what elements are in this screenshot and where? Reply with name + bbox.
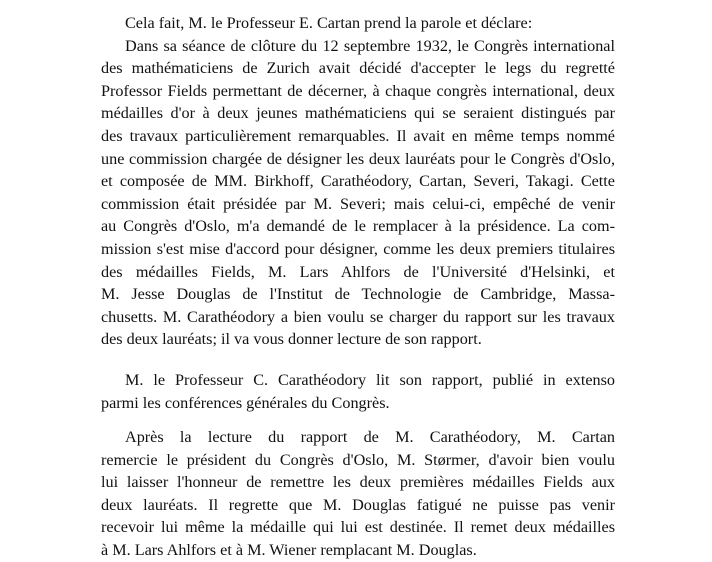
text-line: parmi les conférences générales du Congrès. [101,393,390,412]
announcement-paragraph [101,35,615,351]
text-line: Dans sa séance de clôture du 12 septembre 1932, le Congrès international [125,36,615,55]
text-line: chusetts. M. Carathéodory a bien voulu se charger du rapport sur les travaux [101,307,615,326]
text-line: remercie le président du Congrès d'Oslo, M. Størmer, d'avoir bien voulu [101,450,615,469]
text-line: une commission chargée de désigner les deux lauréats pour le Congrès d'Oslo, [101,149,615,168]
text-line: lui laisser l'honneur de remettre les deux premières médailles Fields aux [101,473,615,492]
text-line: des deux lauréats; il va vous donner lecture de son rapport. [101,330,482,349]
text-line: mission s'est mise d'accord pour désigner, comme les deux premiers titulaires [101,239,615,258]
text-line: commission était présidée par M. Severi; mais celui-ci, empêché de venir [101,194,615,213]
text-line: Après la lecture du rapport de M. Carathéodory, M. Cartan [125,428,615,447]
report-paragraph [101,369,615,414]
text-line: au Congrès d'Oslo, m'a demandé de le remplacer à la présidence. La com- [101,217,615,236]
text-line: à M. Lars Ahlfors et à M. Wiener remplacant M. Douglas. [101,541,477,560]
text-line: Professor Fields permettant de décerner, à chaque congrès international, deux [101,81,615,100]
text-line: des mathématiciens de Zurich avait décidé d'accepter le legs du regretté [101,59,615,78]
text-line: M. Jesse Douglas de l'Institut de Technologie de Cambridge, Massa- [101,285,615,304]
ceremony-paragraph [101,426,615,562]
text-line: recevoir lui même la médaille qui lui est destinée. Il remet deux médailles [101,518,615,537]
text-line: deux lauréats. Il regrette que M. Douglas fatigué ne puisse pas venir [101,495,615,514]
text-line: des travaux particulièrement remarquables. Il avait en même temps nommé [101,126,615,145]
intro-paragraph [101,12,615,35]
text-line: et composée de MM. Birkhoff, Carathéodory, Cartan, Severi, Takagi. Cette [101,172,615,191]
intro-line: Cela fait, M. le Professeur E. Cartan prend la parole et déclare: [125,14,533,32]
text-line: médailles d'or à deux jeunes mathématiciens qui se seraient distingués par [101,104,615,123]
text-line: des médailles Fields, M. Lars Ahlfors de l'Université d'Helsinki, et [101,262,615,281]
text-line: M. le Professeur C. Carathéodory lit son rapport, publié in extenso [125,370,615,389]
document-page [101,12,615,562]
